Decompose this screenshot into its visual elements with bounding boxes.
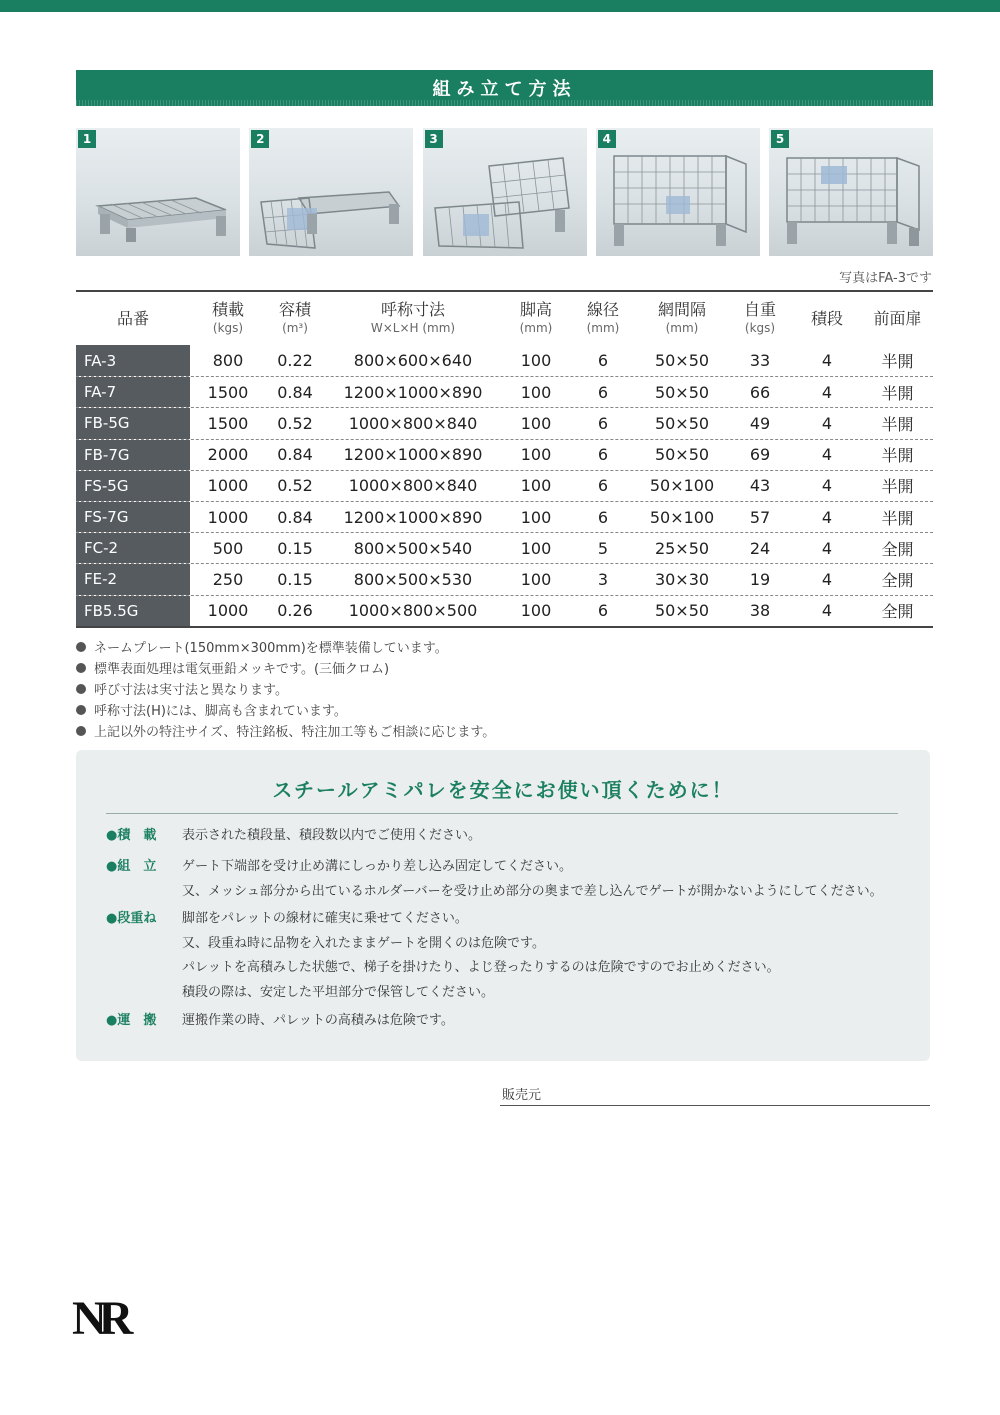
step-number: 1	[78, 130, 96, 148]
cell-wire-diameter: 6	[597, 413, 609, 433]
safety-line: 表示された積段量、積段数以内でご使用ください。	[182, 828, 482, 843]
cell-dimensions: 1000×800×840	[348, 476, 478, 496]
bullet-icon	[76, 705, 86, 715]
cell-leg-height: 100	[520, 351, 552, 371]
table-body	[76, 345, 933, 626]
bullet-icon	[76, 726, 86, 736]
assembly-section-banner	[76, 70, 933, 106]
safety-label: ●積 載	[106, 828, 157, 843]
cell-wire-diameter: 5	[597, 538, 609, 558]
safety-line: 運搬作業の時、パレットの高積みは危険です。	[182, 1013, 454, 1028]
cell-mesh-spacing: 50×50	[654, 413, 710, 433]
folded-cage-illustration	[76, 128, 240, 256]
cell-load: 1000	[207, 507, 249, 527]
table-row	[76, 439, 933, 470]
cell-volume: 0.26	[277, 601, 313, 621]
cell-wire-diameter: 6	[597, 476, 609, 496]
header-front-door: 前面扉	[873, 308, 922, 328]
table-row	[76, 563, 933, 594]
cell-wire-diameter: 3	[597, 569, 609, 589]
step-5-photo	[769, 128, 933, 256]
cell-mesh-spacing: 50×50	[654, 601, 710, 621]
cell-model: FA-3	[76, 345, 190, 376]
note-item: 上記以外の特注サイズ、特注銘板、特注加工等もご相談に応じます。	[76, 720, 933, 741]
cell-mesh-spacing: 50×50	[654, 445, 710, 465]
table-row	[76, 376, 933, 407]
cell-volume: 0.84	[277, 382, 313, 402]
cell-wire-diameter: 6	[597, 507, 609, 527]
cell-wire-diameter: 6	[597, 382, 609, 402]
table-row	[76, 345, 933, 376]
header-model: 品番	[116, 308, 149, 328]
cell-volume: 0.52	[277, 476, 313, 496]
cell-stack: 4	[821, 476, 833, 496]
company-logo	[72, 1290, 142, 1340]
cell-weight: 33	[749, 351, 771, 371]
cell-wire-diameter: 6	[597, 445, 609, 465]
cell-load: 1500	[207, 382, 249, 402]
note-item: 標準表面処理は電気亜鉛メッキです。(三価クロム)	[76, 657, 933, 678]
cell-mesh-spacing: 50×100	[649, 476, 715, 496]
seller-underline	[500, 1105, 930, 1106]
safety-item-stacking	[106, 907, 780, 1005]
step-number: 5	[771, 130, 789, 148]
divider	[106, 813, 898, 814]
cell-weight: 24	[749, 538, 771, 558]
safety-line: 脚部をパレットの線材に確実に乗せてください。	[182, 911, 468, 926]
cell-front-door: 半開	[881, 508, 914, 528]
safety-item-assembly	[106, 855, 883, 904]
cell-volume: 0.84	[277, 507, 313, 527]
top-accent-bar	[0, 0, 1000, 12]
cell-model: FS-5G	[76, 471, 190, 501]
svg-text:NR: NR	[72, 1292, 126, 1340]
table-row	[76, 595, 933, 626]
cell-weight: 38	[749, 601, 771, 621]
cell-mesh-spacing: 25×50	[654, 538, 710, 558]
cell-dimensions: 1200×1000×890	[343, 382, 483, 402]
cell-front-door: 全開	[881, 570, 914, 590]
table-row	[76, 407, 933, 438]
cell-leg-height: 100	[520, 476, 552, 496]
header-wire-diameter: 線径 (mm)	[586, 299, 620, 335]
cage-assembled-gate-down-illustration	[596, 128, 760, 256]
cell-stack: 4	[821, 601, 833, 621]
cell-stack: 4	[821, 507, 833, 527]
cell-model: FB5.5G	[76, 596, 190, 626]
safety-title: スチールアミパレを安全にお使い頂くために！	[272, 778, 734, 802]
cell-stack: 4	[821, 538, 833, 558]
cell-leg-height: 100	[520, 538, 552, 558]
cell-leg-height: 100	[520, 413, 552, 433]
cell-model: FB-5G	[76, 408, 190, 438]
cell-volume: 0.15	[277, 538, 313, 558]
table-row	[76, 532, 933, 563]
step-number: 2	[251, 130, 269, 148]
safety-line: 積段の際は、安定した平坦部分で保管してください。	[182, 984, 495, 1000]
cell-load: 1000	[207, 601, 249, 621]
cell-front-door: 半開	[881, 383, 914, 403]
cell-weight: 19	[749, 569, 771, 589]
safety-line: 又、メッシュ部分から出ているホルダーバーを受け止め部分の奥まで差し込んでゲートが開かないようにしてください。	[182, 883, 883, 899]
safety-item-transport	[106, 1009, 454, 1034]
safety-label: ●運 搬	[106, 1013, 157, 1028]
cell-front-door: 全開	[881, 539, 914, 559]
step-2-photo	[249, 128, 413, 256]
safety-line: 又、段重ね時に品物を入れたままゲートを開くのは危険です。	[182, 935, 545, 951]
photo-note: 写真はFA-3です	[839, 271, 932, 286]
cell-leg-height: 100	[520, 569, 552, 589]
table-header	[76, 292, 933, 345]
cell-dimensions: 1200×1000×890	[343, 445, 483, 465]
header-dimensions: 呼称寸法 W×L×H (mm)	[370, 299, 456, 335]
cell-weight: 66	[749, 382, 771, 402]
safety-line: ゲート下端部を受け止め溝にしっかり差し込み固定してください。	[182, 859, 573, 874]
cell-stack: 4	[821, 445, 833, 465]
step-4-photo	[596, 128, 760, 256]
cell-load: 500	[212, 538, 244, 558]
step-1-photo	[76, 128, 240, 256]
bullet-icon	[76, 663, 86, 673]
cell-model: FB-7G	[76, 440, 190, 470]
cell-weight: 57	[749, 507, 771, 527]
bullet-icon	[76, 642, 86, 652]
cell-leg-height: 100	[520, 382, 552, 402]
spec-table	[76, 290, 933, 628]
seller-label: 販売元	[502, 1088, 542, 1103]
cell-weight: 69	[749, 445, 771, 465]
header-volume: 容積 (m³)	[278, 299, 311, 335]
cell-load: 800	[212, 351, 244, 371]
assembly-steps	[76, 128, 933, 256]
cell-dimensions: 800×500×530	[353, 569, 473, 589]
notes-list	[76, 636, 933, 741]
cell-front-door: 半開	[881, 446, 914, 466]
cell-dimensions: 1000×800×500	[348, 601, 478, 621]
safety-label: ●組 立	[106, 859, 157, 874]
safety-line: パレットを高積みした状態で、梯子を掛けたり、よじ登ったりするのは危険ですのでお止めください。	[182, 960, 780, 975]
cell-dimensions: 1200×1000×890	[343, 507, 483, 527]
cell-stack: 4	[821, 413, 833, 433]
cell-load: 1500	[207, 413, 249, 433]
cell-volume: 0.15	[277, 569, 313, 589]
cell-mesh-spacing: 50×100	[649, 507, 715, 527]
cell-mesh-spacing: 30×30	[654, 569, 710, 589]
cell-front-door: 全開	[881, 602, 914, 622]
table-row	[76, 470, 933, 501]
cell-load: 2000	[207, 445, 249, 465]
header-leg-height: 脚高 (mm)	[519, 299, 553, 335]
cell-volume: 0.52	[277, 413, 313, 433]
back-panel-raised-illustration	[423, 128, 587, 256]
cell-volume: 0.84	[277, 445, 313, 465]
note-item: 呼称寸法(H)には、脚高も含まれています。	[76, 699, 933, 720]
cage-fully-assembled-illustration	[769, 128, 933, 256]
cell-dimensions: 800×600×640	[353, 351, 473, 371]
cell-model: FA-7	[76, 377, 190, 407]
cell-volume: 0.22	[277, 351, 313, 371]
header-load: 積載 (kgs)	[211, 299, 244, 335]
safety-item-loading	[106, 824, 481, 849]
cell-model: FC-2	[76, 533, 190, 563]
note-item: ネームプレート(150mm×300mm)を標準装備しています。	[76, 636, 933, 657]
cell-stack: 4	[821, 569, 833, 589]
cell-dimensions: 1000×800×840	[348, 413, 478, 433]
bullet-icon	[76, 684, 86, 694]
cell-weight: 49	[749, 413, 771, 433]
cell-dimensions: 800×500×540	[353, 538, 473, 558]
note-item: 呼び寸法は実寸法と異なります。	[76, 678, 933, 699]
section-title: 組み立て方法	[432, 79, 577, 100]
step-number: 3	[425, 130, 443, 148]
cell-front-door: 半開	[881, 414, 914, 434]
cell-leg-height: 100	[520, 601, 552, 621]
cell-stack: 4	[821, 351, 833, 371]
cell-front-door: 半開	[881, 477, 914, 497]
table-row	[76, 501, 933, 532]
cell-mesh-spacing: 50×50	[654, 382, 710, 402]
cell-load: 1000	[207, 476, 249, 496]
header-stack: 積段	[810, 308, 843, 328]
side-panels-raised-illustration	[249, 128, 413, 256]
cell-wire-diameter: 6	[597, 601, 609, 621]
cell-front-door: 半開	[881, 352, 914, 372]
header-weight: 自重 (kgs)	[743, 299, 776, 335]
cell-weight: 43	[749, 476, 771, 496]
cell-load: 250	[212, 569, 244, 589]
cell-model: FS-7G	[76, 502, 190, 532]
header-mesh-spacing: 網間隔 (mm)	[657, 299, 706, 335]
cell-mesh-spacing: 50×50	[654, 351, 710, 371]
cell-model: FE-2	[76, 564, 190, 594]
step-number: 4	[598, 130, 616, 148]
cell-leg-height: 100	[520, 445, 552, 465]
safety-panel	[76, 750, 930, 1061]
step-3-photo	[423, 128, 587, 256]
cell-wire-diameter: 6	[597, 351, 609, 371]
safety-label: ●段重ね	[106, 911, 157, 926]
cell-stack: 4	[821, 382, 833, 402]
cell-leg-height: 100	[520, 507, 552, 527]
